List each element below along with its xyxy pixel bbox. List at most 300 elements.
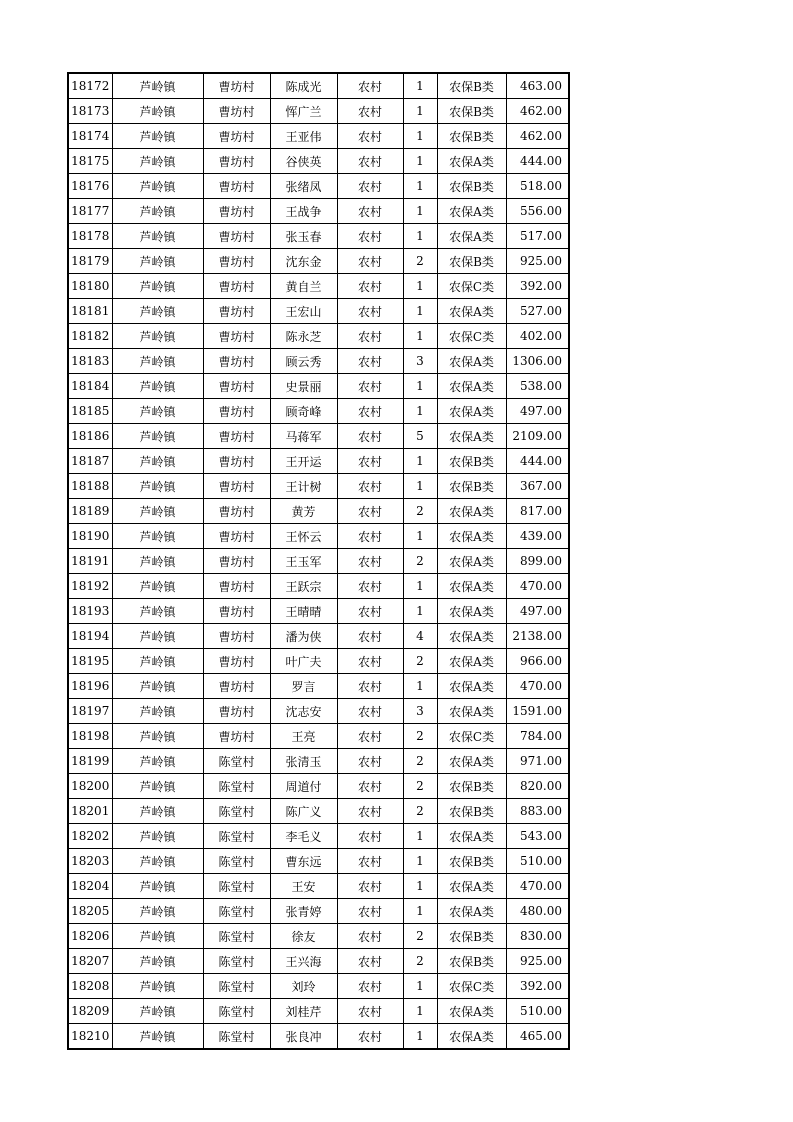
amount-cell: 517.00 xyxy=(506,224,569,249)
category-cell: 农保A类 xyxy=(437,674,506,699)
row-id-cell: 18191 xyxy=(68,549,112,574)
category-cell: 农保A类 xyxy=(437,999,506,1024)
household-type-cell: 农村 xyxy=(337,399,403,424)
village-cell: 曹坊村 xyxy=(203,349,270,374)
town-cell: 芦岭镇 xyxy=(112,274,203,299)
household-type-cell: 农村 xyxy=(337,924,403,949)
row-id-cell: 18196 xyxy=(68,674,112,699)
row-id-cell: 18187 xyxy=(68,449,112,474)
village-cell: 曹坊村 xyxy=(203,249,270,274)
row-id-cell: 18208 xyxy=(68,974,112,999)
table-row xyxy=(68,899,569,924)
category-cell: 农保A类 xyxy=(437,549,506,574)
household-type-cell: 农村 xyxy=(337,424,403,449)
village-cell: 陈堂村 xyxy=(203,949,270,974)
name-cell: 徐友 xyxy=(270,924,337,949)
village-cell: 曹坊村 xyxy=(203,374,270,399)
category-cell: 农保A类 xyxy=(437,1024,506,1050)
table-row xyxy=(68,974,569,999)
town-cell: 芦岭镇 xyxy=(112,524,203,549)
town-cell: 芦岭镇 xyxy=(112,199,203,224)
amount-cell: 367.00 xyxy=(506,474,569,499)
name-cell: 张良冲 xyxy=(270,1024,337,1050)
row-id-cell: 18186 xyxy=(68,424,112,449)
town-cell: 芦岭镇 xyxy=(112,924,203,949)
amount-cell: 463.00 xyxy=(506,73,569,99)
table-row xyxy=(68,949,569,974)
village-cell: 曹坊村 xyxy=(203,499,270,524)
amount-cell: 971.00 xyxy=(506,749,569,774)
village-cell: 曹坊村 xyxy=(203,424,270,449)
row-id-cell: 18199 xyxy=(68,749,112,774)
person-count-cell: 1 xyxy=(403,824,437,849)
table-row xyxy=(68,374,569,399)
town-cell: 芦岭镇 xyxy=(112,73,203,99)
row-id-cell: 18202 xyxy=(68,824,112,849)
village-cell: 曹坊村 xyxy=(203,549,270,574)
category-cell: 农保A类 xyxy=(437,624,506,649)
household-type-cell: 农村 xyxy=(337,73,403,99)
town-cell: 芦岭镇 xyxy=(112,124,203,149)
town-cell: 芦岭镇 xyxy=(112,299,203,324)
household-type-cell: 农村 xyxy=(337,274,403,299)
table-row xyxy=(68,674,569,699)
person-count-cell: 2 xyxy=(403,649,437,674)
category-cell: 农保A类 xyxy=(437,349,506,374)
table-row xyxy=(68,649,569,674)
table-row xyxy=(68,349,569,374)
row-id-cell: 18174 xyxy=(68,124,112,149)
row-id-cell: 18189 xyxy=(68,499,112,524)
person-count-cell: 1 xyxy=(403,149,437,174)
household-type-cell: 农村 xyxy=(337,624,403,649)
person-count-cell: 1 xyxy=(403,449,437,474)
amount-cell: 510.00 xyxy=(506,999,569,1024)
village-cell: 曹坊村 xyxy=(203,99,270,124)
name-cell: 王怀云 xyxy=(270,524,337,549)
name-cell: 王计树 xyxy=(270,474,337,499)
town-cell: 芦岭镇 xyxy=(112,749,203,774)
person-count-cell: 1 xyxy=(403,174,437,199)
amount-cell: 925.00 xyxy=(506,949,569,974)
name-cell: 顾云秀 xyxy=(270,349,337,374)
person-count-cell: 2 xyxy=(403,799,437,824)
village-cell: 曹坊村 xyxy=(203,73,270,99)
category-cell: 农保A类 xyxy=(437,824,506,849)
row-id-cell: 18185 xyxy=(68,399,112,424)
village-cell: 陈堂村 xyxy=(203,749,270,774)
town-cell: 芦岭镇 xyxy=(112,349,203,374)
person-count-cell: 2 xyxy=(403,924,437,949)
name-cell: 潘为侠 xyxy=(270,624,337,649)
amount-cell: 925.00 xyxy=(506,249,569,274)
row-id-cell: 18184 xyxy=(68,374,112,399)
village-cell: 陈堂村 xyxy=(203,974,270,999)
village-cell: 曹坊村 xyxy=(203,674,270,699)
row-id-cell: 18182 xyxy=(68,324,112,349)
category-cell: 农保B类 xyxy=(437,799,506,824)
table-body xyxy=(68,73,569,1049)
town-cell: 芦岭镇 xyxy=(112,674,203,699)
village-cell: 陈堂村 xyxy=(203,899,270,924)
table-row xyxy=(68,474,569,499)
table-row xyxy=(68,274,569,299)
town-cell: 芦岭镇 xyxy=(112,549,203,574)
town-cell: 芦岭镇 xyxy=(112,1024,203,1050)
town-cell: 芦岭镇 xyxy=(112,399,203,424)
amount-cell: 497.00 xyxy=(506,599,569,624)
household-type-cell: 农村 xyxy=(337,1024,403,1050)
category-cell: 农保A类 xyxy=(437,699,506,724)
village-cell: 陈堂村 xyxy=(203,874,270,899)
name-cell: 王开运 xyxy=(270,449,337,474)
amount-cell: 392.00 xyxy=(506,974,569,999)
village-cell: 曹坊村 xyxy=(203,624,270,649)
name-cell: 叶广夫 xyxy=(270,649,337,674)
name-cell: 张青婷 xyxy=(270,899,337,924)
category-cell: 农保A类 xyxy=(437,424,506,449)
row-id-cell: 18192 xyxy=(68,574,112,599)
row-id-cell: 18172 xyxy=(68,73,112,99)
village-cell: 陈堂村 xyxy=(203,774,270,799)
category-cell: 农保B类 xyxy=(437,99,506,124)
name-cell: 陈广义 xyxy=(270,799,337,824)
household-type-cell: 农村 xyxy=(337,899,403,924)
town-cell: 芦岭镇 xyxy=(112,324,203,349)
amount-cell: 462.00 xyxy=(506,124,569,149)
name-cell: 沈东金 xyxy=(270,249,337,274)
amount-cell: 402.00 xyxy=(506,324,569,349)
person-count-cell: 1 xyxy=(403,374,437,399)
row-id-cell: 18177 xyxy=(68,199,112,224)
amount-cell: 817.00 xyxy=(506,499,569,524)
category-cell: 农保B类 xyxy=(437,174,506,199)
household-type-cell: 农村 xyxy=(337,974,403,999)
amount-cell: 392.00 xyxy=(506,274,569,299)
household-type-cell: 农村 xyxy=(337,349,403,374)
person-count-cell: 1 xyxy=(403,73,437,99)
name-cell: 王宏山 xyxy=(270,299,337,324)
household-type-cell: 农村 xyxy=(337,574,403,599)
category-cell: 农保C类 xyxy=(437,724,506,749)
table-row xyxy=(68,574,569,599)
category-cell: 农保A类 xyxy=(437,599,506,624)
table-row xyxy=(68,499,569,524)
amount-cell: 444.00 xyxy=(506,449,569,474)
category-cell: 农保A类 xyxy=(437,299,506,324)
row-id-cell: 18175 xyxy=(68,149,112,174)
village-cell: 曹坊村 xyxy=(203,174,270,199)
row-id-cell: 18173 xyxy=(68,99,112,124)
category-cell: 农保A类 xyxy=(437,574,506,599)
village-cell: 陈堂村 xyxy=(203,824,270,849)
village-cell: 曹坊村 xyxy=(203,574,270,599)
household-type-cell: 农村 xyxy=(337,474,403,499)
household-type-cell: 农村 xyxy=(337,774,403,799)
village-cell: 曹坊村 xyxy=(203,649,270,674)
amount-cell: 899.00 xyxy=(506,549,569,574)
town-cell: 芦岭镇 xyxy=(112,999,203,1024)
name-cell: 黄芳 xyxy=(270,499,337,524)
amount-cell: 538.00 xyxy=(506,374,569,399)
amount-cell: 439.00 xyxy=(506,524,569,549)
person-count-cell: 2 xyxy=(403,749,437,774)
town-cell: 芦岭镇 xyxy=(112,499,203,524)
household-type-cell: 农村 xyxy=(337,949,403,974)
row-id-cell: 18183 xyxy=(68,349,112,374)
town-cell: 芦岭镇 xyxy=(112,249,203,274)
town-cell: 芦岭镇 xyxy=(112,474,203,499)
table-row xyxy=(68,299,569,324)
row-id-cell: 18205 xyxy=(68,899,112,924)
name-cell: 黄自兰 xyxy=(270,274,337,299)
table-row xyxy=(68,149,569,174)
town-cell: 芦岭镇 xyxy=(112,174,203,199)
category-cell: 农保A类 xyxy=(437,524,506,549)
person-count-cell: 1 xyxy=(403,324,437,349)
table-row xyxy=(68,774,569,799)
town-cell: 芦岭镇 xyxy=(112,949,203,974)
category-cell: 农保A类 xyxy=(437,199,506,224)
household-type-cell: 农村 xyxy=(337,549,403,574)
row-id-cell: 18200 xyxy=(68,774,112,799)
row-id-cell: 18180 xyxy=(68,274,112,299)
household-type-cell: 农村 xyxy=(337,449,403,474)
amount-cell: 543.00 xyxy=(506,824,569,849)
person-count-cell: 1 xyxy=(403,874,437,899)
town-cell: 芦岭镇 xyxy=(112,574,203,599)
amount-cell: 820.00 xyxy=(506,774,569,799)
table-row xyxy=(68,324,569,349)
name-cell: 陈成光 xyxy=(270,73,337,99)
village-cell: 曹坊村 xyxy=(203,299,270,324)
household-type-cell: 农村 xyxy=(337,224,403,249)
town-cell: 芦岭镇 xyxy=(112,149,203,174)
row-id-cell: 18178 xyxy=(68,224,112,249)
person-count-cell: 1 xyxy=(403,224,437,249)
table-row xyxy=(68,174,569,199)
town-cell: 芦岭镇 xyxy=(112,849,203,874)
category-cell: 农保A类 xyxy=(437,149,506,174)
category-cell: 农保A类 xyxy=(437,499,506,524)
category-cell: 农保A类 xyxy=(437,224,506,249)
name-cell: 李毛义 xyxy=(270,824,337,849)
name-cell: 王亚伟 xyxy=(270,124,337,149)
category-cell: 农保A类 xyxy=(437,399,506,424)
table-row xyxy=(68,249,569,274)
amount-cell: 470.00 xyxy=(506,674,569,699)
amount-cell: 2109.00 xyxy=(506,424,569,449)
household-type-cell: 农村 xyxy=(337,874,403,899)
name-cell: 王亮 xyxy=(270,724,337,749)
row-id-cell: 18195 xyxy=(68,649,112,674)
name-cell: 罗言 xyxy=(270,674,337,699)
person-count-cell: 5 xyxy=(403,424,437,449)
category-cell: 农保A类 xyxy=(437,899,506,924)
name-cell: 谷侠英 xyxy=(270,149,337,174)
amount-cell: 830.00 xyxy=(506,924,569,949)
amount-cell: 497.00 xyxy=(506,399,569,424)
table-row xyxy=(68,624,569,649)
amount-cell: 527.00 xyxy=(506,299,569,324)
row-id-cell: 18190 xyxy=(68,524,112,549)
town-cell: 芦岭镇 xyxy=(112,99,203,124)
table-row xyxy=(68,224,569,249)
category-cell: 农保C类 xyxy=(437,974,506,999)
town-cell: 芦岭镇 xyxy=(112,874,203,899)
amount-cell: 556.00 xyxy=(506,199,569,224)
person-count-cell: 1 xyxy=(403,899,437,924)
table-row xyxy=(68,999,569,1024)
category-cell: 农保B类 xyxy=(437,249,506,274)
row-id-cell: 18193 xyxy=(68,599,112,624)
amount-cell: 470.00 xyxy=(506,574,569,599)
category-cell: 农保C类 xyxy=(437,274,506,299)
village-cell: 曹坊村 xyxy=(203,149,270,174)
village-cell: 陈堂村 xyxy=(203,849,270,874)
amount-cell: 480.00 xyxy=(506,899,569,924)
name-cell: 张玉春 xyxy=(270,224,337,249)
household-type-cell: 农村 xyxy=(337,124,403,149)
town-cell: 芦岭镇 xyxy=(112,224,203,249)
town-cell: 芦岭镇 xyxy=(112,799,203,824)
person-count-cell: 1 xyxy=(403,674,437,699)
name-cell: 王兴海 xyxy=(270,949,337,974)
village-cell: 曹坊村 xyxy=(203,224,270,249)
person-count-cell: 1 xyxy=(403,849,437,874)
village-cell: 曹坊村 xyxy=(203,599,270,624)
table-row xyxy=(68,549,569,574)
town-cell: 芦岭镇 xyxy=(112,974,203,999)
table-row xyxy=(68,749,569,774)
household-type-cell: 农村 xyxy=(337,649,403,674)
town-cell: 芦岭镇 xyxy=(112,824,203,849)
name-cell: 刘桂芹 xyxy=(270,999,337,1024)
household-type-cell: 农村 xyxy=(337,999,403,1024)
table-row xyxy=(68,424,569,449)
town-cell: 芦岭镇 xyxy=(112,899,203,924)
village-cell: 陈堂村 xyxy=(203,799,270,824)
row-id-cell: 18197 xyxy=(68,699,112,724)
category-cell: 农保B类 xyxy=(437,474,506,499)
subsidy-table xyxy=(67,72,570,1050)
row-id-cell: 18179 xyxy=(68,249,112,274)
village-cell: 曹坊村 xyxy=(203,399,270,424)
person-count-cell: 3 xyxy=(403,349,437,374)
category-cell: 农保A类 xyxy=(437,874,506,899)
category-cell: 农保B类 xyxy=(437,924,506,949)
amount-cell: 462.00 xyxy=(506,99,569,124)
amount-cell: 1306.00 xyxy=(506,349,569,374)
town-cell: 芦岭镇 xyxy=(112,449,203,474)
household-type-cell: 农村 xyxy=(337,499,403,524)
person-count-cell: 1 xyxy=(403,199,437,224)
name-cell: 周道付 xyxy=(270,774,337,799)
table-row xyxy=(68,799,569,824)
person-count-cell: 1 xyxy=(403,524,437,549)
name-cell: 王安 xyxy=(270,874,337,899)
household-type-cell: 农村 xyxy=(337,174,403,199)
village-cell: 曹坊村 xyxy=(203,474,270,499)
town-cell: 芦岭镇 xyxy=(112,374,203,399)
amount-cell: 470.00 xyxy=(506,874,569,899)
row-id-cell: 18203 xyxy=(68,849,112,874)
town-cell: 芦岭镇 xyxy=(112,649,203,674)
table-row xyxy=(68,849,569,874)
village-cell: 陈堂村 xyxy=(203,924,270,949)
household-type-cell: 农村 xyxy=(337,749,403,774)
village-cell: 曹坊村 xyxy=(203,274,270,299)
person-count-cell: 1 xyxy=(403,299,437,324)
table-row xyxy=(68,724,569,749)
household-type-cell: 农村 xyxy=(337,199,403,224)
table-row xyxy=(68,449,569,474)
table-row xyxy=(68,924,569,949)
household-type-cell: 农村 xyxy=(337,799,403,824)
name-cell: 刘玲 xyxy=(270,974,337,999)
person-count-cell: 1 xyxy=(403,399,437,424)
person-count-cell: 2 xyxy=(403,774,437,799)
village-cell: 曹坊村 xyxy=(203,724,270,749)
table-row xyxy=(68,73,569,99)
village-cell: 陈堂村 xyxy=(203,1024,270,1050)
household-type-cell: 农村 xyxy=(337,299,403,324)
person-count-cell: 1 xyxy=(403,999,437,1024)
person-count-cell: 1 xyxy=(403,474,437,499)
row-id-cell: 18204 xyxy=(68,874,112,899)
table-row xyxy=(68,124,569,149)
person-count-cell: 4 xyxy=(403,624,437,649)
table-row xyxy=(68,699,569,724)
amount-cell: 966.00 xyxy=(506,649,569,674)
village-cell: 曹坊村 xyxy=(203,699,270,724)
category-cell: 农保A类 xyxy=(437,374,506,399)
name-cell: 王玉军 xyxy=(270,549,337,574)
household-type-cell: 农村 xyxy=(337,849,403,874)
category-cell: 农保B类 xyxy=(437,449,506,474)
person-count-cell: 1 xyxy=(403,974,437,999)
household-type-cell: 农村 xyxy=(337,99,403,124)
person-count-cell: 1 xyxy=(403,274,437,299)
town-cell: 芦岭镇 xyxy=(112,424,203,449)
row-id-cell: 18188 xyxy=(68,474,112,499)
name-cell: 张绪凤 xyxy=(270,174,337,199)
town-cell: 芦岭镇 xyxy=(112,599,203,624)
row-id-cell: 18198 xyxy=(68,724,112,749)
name-cell: 史景丽 xyxy=(270,374,337,399)
household-type-cell: 农村 xyxy=(337,824,403,849)
name-cell: 王跃宗 xyxy=(270,574,337,599)
amount-cell: 784.00 xyxy=(506,724,569,749)
row-id-cell: 18194 xyxy=(68,624,112,649)
category-cell: 农保B类 xyxy=(437,849,506,874)
name-cell: 张清玉 xyxy=(270,749,337,774)
person-count-cell: 1 xyxy=(403,599,437,624)
town-cell: 芦岭镇 xyxy=(112,624,203,649)
person-count-cell: 1 xyxy=(403,1024,437,1050)
amount-cell: 510.00 xyxy=(506,849,569,874)
amount-cell: 1591.00 xyxy=(506,699,569,724)
category-cell: 农保B类 xyxy=(437,774,506,799)
person-count-cell: 2 xyxy=(403,949,437,974)
amount-cell: 465.00 xyxy=(506,1024,569,1050)
name-cell: 沈志安 xyxy=(270,699,337,724)
household-type-cell: 农村 xyxy=(337,674,403,699)
name-cell: 顾奇峰 xyxy=(270,399,337,424)
category-cell: 农保A类 xyxy=(437,649,506,674)
household-type-cell: 农村 xyxy=(337,324,403,349)
amount-cell: 444.00 xyxy=(506,149,569,174)
